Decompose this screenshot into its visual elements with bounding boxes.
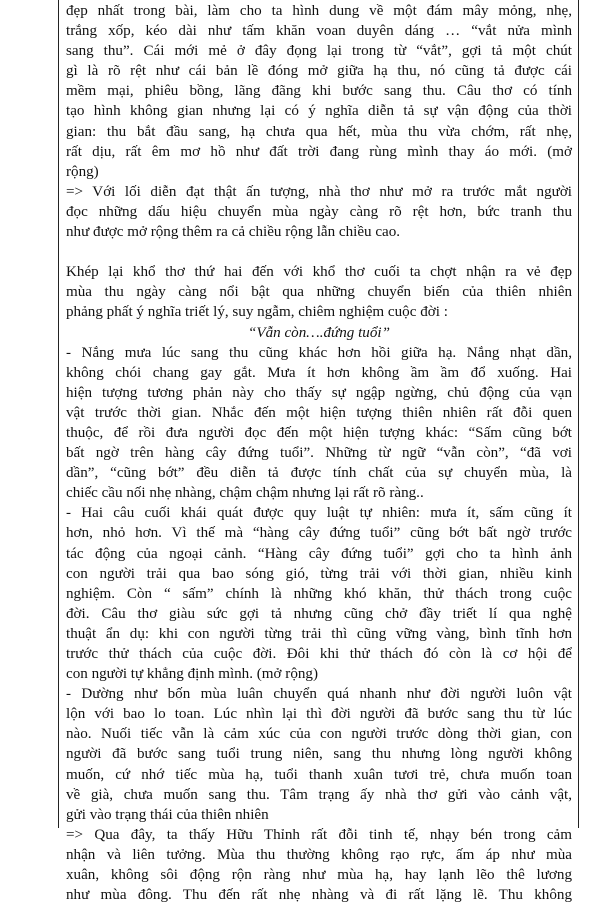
quoted-verse: “Vẫn còn….đứng tuổi” xyxy=(248,324,390,341)
text-line: chiếc cầu nối nhẹ nhàng, chậm chậm nhưng lại rất rõ ràng.. xyxy=(66,485,424,502)
text-line: người đã bước sang tuổi trung niên, sang thu nhưng lòng người không xyxy=(66,746,572,763)
text-line: không chói chang gay gắt. Mưa ít hơn không ầm ầm đổ xuống. Hai xyxy=(66,364,572,381)
text-line: thuộc, để rồi đưa người đọc đến một hiện tượng khác: “Sấm cũng bớt xyxy=(66,424,572,441)
text-line: vật trước thời gian. Nhắc đến một hiện tượng thiên nhiên rất đỗi quen xyxy=(66,404,572,421)
text-line: gian: thu bắt đầu sang, hạ chưa qua hết, mùa thu vừa chớm, rất nhẹ, xyxy=(66,123,572,140)
text-line: - Dường như bốn mùa luân chuyển quá nhanh như đời người luôn vật xyxy=(66,686,572,703)
text-line: mùa thu ngày càng nổi bật qua những chuyển biến của thiên nhiên xyxy=(66,284,572,301)
text-line: => Qua đây, ta thấy Hữu Thỉnh rất đỗi tinh tế, nhạy bén trong cảm xyxy=(66,826,572,843)
text-line: tạo hình không gian nhưng lại có ý nghĩa diễn tả sự vận động của thời xyxy=(66,103,572,120)
text-line: thuật ẩn dụ: khi con người từng trải thì cũng vững vàng, bình tĩnh hơn xyxy=(66,625,572,642)
document-body xyxy=(66,1,572,905)
text-line: dần”, “cũng bớt” đều diễn tả được tính chất của sự chuyển mùa, là xyxy=(66,465,572,482)
text-line: sang thu”. Cái mới mẻ ở đây đọng lại trong từ “vắt”, gợi tả một chút xyxy=(66,43,572,60)
text-line: về già, chưa muốn sang thu. Tâm trạng ấy nhà thơ gửi vào cảnh vật, xyxy=(66,786,572,803)
text-line: đời. Câu thơ giàu sức gợi tả nhưng cũng chở đầy triết lí qua nghệ xyxy=(66,605,572,622)
text-line: gửi vào trạng thái của thiên nhiên xyxy=(66,806,269,823)
blank-line xyxy=(66,242,572,262)
text-line: xuân, không sôi động rộn ràng như mùa hạ, hay lạnh lẽo thê lương xyxy=(66,867,572,884)
text-line: - Hai câu cuối khái quát được quy luật tự nhiên: mưa ít, sấm cũng ít xyxy=(66,505,572,522)
text-line: gì là rõ rệt như cái bản lề đóng mở giữa hạ thu, nó cũng tả được cái xyxy=(66,63,572,80)
text-line: như mùa đông. Thu đến rất nhẹ nhàng và đi rất lặng lẽ. Thu không xyxy=(66,887,572,904)
text-line: đẹp nhất trong bài, làm cho ta hình dung về một đám mây mỏng, nhẹ, xyxy=(66,3,572,19)
text-line: rộng) xyxy=(66,163,99,180)
text-line: nào. Nuối tiếc vẫn là cảm xúc của con người trước dòng thời gian, con xyxy=(66,726,572,743)
text-line: trắng xốp, kéo dài như tấm khăn voan duyên dáng … “vắt nửa mình xyxy=(66,23,572,40)
text-line: con người tự khẳng định mình. (mở rộng) xyxy=(66,666,318,683)
text-line: con người trải qua bao sóng gió, từng trải với thời gian, nhiều kinh xyxy=(66,565,572,582)
text-line: muốn, cứ nhớ tiếc mùa hạ, tuổi thanh xuân tươi trẻ, chưa muốn toan xyxy=(66,766,572,783)
text-line: => Với lối diễn đạt thật ấn tượng, nhà thơ như mở ra trước mắt người xyxy=(66,183,572,200)
text-line: - Nắng mưa lúc sang thu cũng khác hơn hồi giữa hạ. Nắng nhạt dần, xyxy=(66,344,572,361)
text-line: mềm mại, phiêu bồng, lãng đãng khi bước sang thu. Câu thơ có tính xyxy=(66,83,572,100)
text-line: hiện tượng tương phản này cho thấy sự ngập ngừng, chủ động của vạn xyxy=(66,384,572,401)
text-line: như được mở rộng thêm ra cả chiều rộng lẫn chiều cao. xyxy=(66,224,401,241)
text-line: tác động của ngoại cảnh. “Hàng cây đứng tuổi” gợi cho ta hình ảnh xyxy=(66,545,572,562)
text-line: bất ngờ trên hàng cây đứng tuổi”. Những từ ngữ “vẫn còn”, “đã vơi xyxy=(66,445,572,462)
text-line: rất dịu, rất êm mơ hồ như đất trời đang rùng mình thay áo mới. (mở xyxy=(66,143,572,160)
text-line: nhận và liên tưởng. Mùa thu thường không rạo rực, ấm áp như mùa xyxy=(66,846,572,863)
text-line: đọc những dấu hiệu chuyển mùa ngày càng rõ rệt hơn, bức tranh thu xyxy=(66,203,572,220)
text-line: lộn với bao lo toan. Lúc nhìn lại thì đời người đã bước sang thu từ lúc xyxy=(66,706,572,723)
text-line: Khép lại khổ thơ thứ hai đến với khổ thơ cuối ta chợt nhận ra vẻ đẹp xyxy=(66,264,572,281)
text-line: nghiệm. Còn “ sấm” chính là những khó khăn, thử thách trong cuộc xyxy=(66,585,572,602)
text-line: hơn, nhỏ hơn. Vì thế mà “hàng cây đứng tuổi” cũng bớt bất ngờ trước xyxy=(66,525,572,542)
text-line: trước thử thách của cuộc đời. Đôi khi thử thách đó còn là cơ hội để xyxy=(66,646,572,662)
text-line: phảng phất ý nghĩa triết lý, suy ngẫm, chiêm nghiệm cuộc đời : xyxy=(66,304,448,321)
